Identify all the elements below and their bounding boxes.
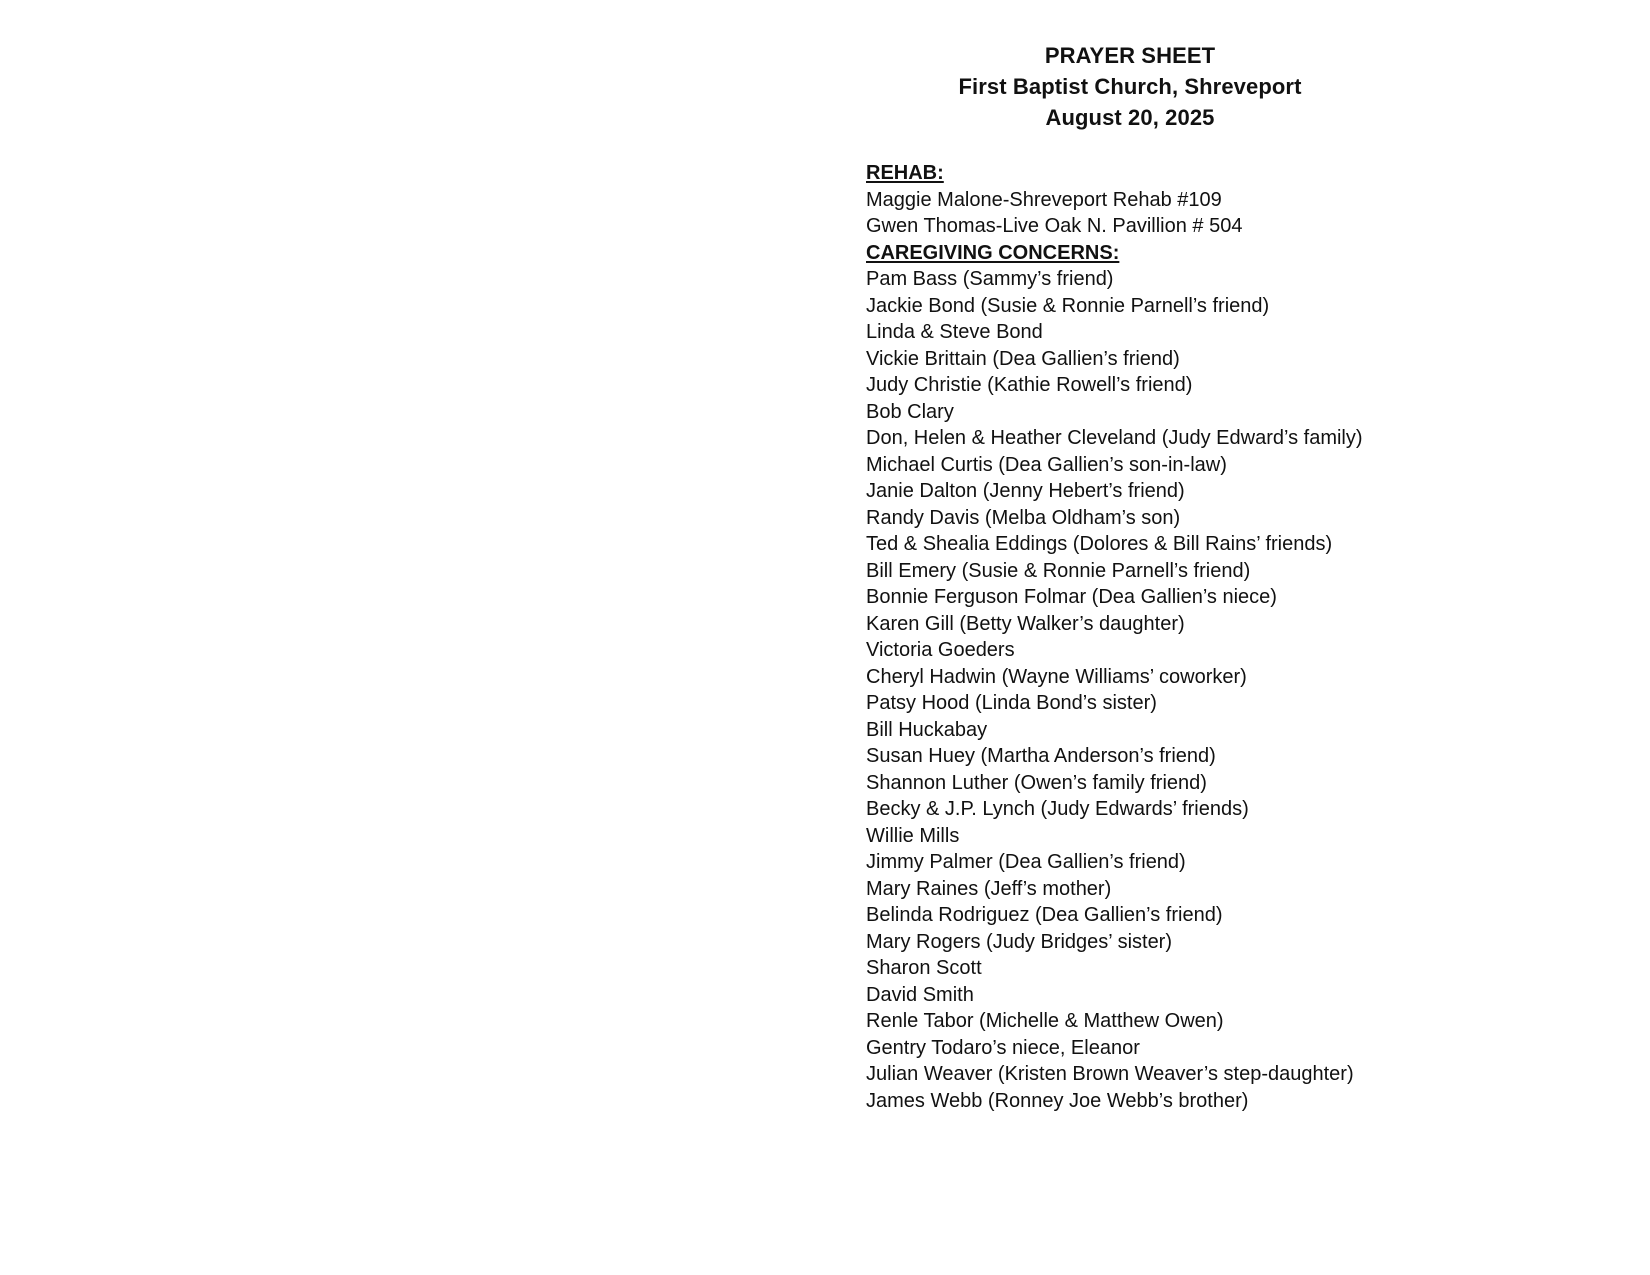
list-item: Maggie Malone-Shreveport Rehab #109 <box>866 188 1222 211</box>
list-item: James Webb (Ronney Joe Webb’s brother) <box>866 1089 1249 1112</box>
rehab-heading: REHAB: <box>866 162 944 184</box>
prayer-sheet-header <box>890 40 1370 133</box>
list-item: Willie Mills <box>866 824 960 847</box>
sheet-date: August 20, 2025 <box>1045 105 1215 130</box>
list-item: Jimmy Palmer (Dea Gallien’s friend) <box>866 851 1186 873</box>
list-item: Jackie Bond (Susie & Ronnie Parnell’s friend) <box>866 294 1270 317</box>
list-item: Linda & Steve Bond <box>866 321 1043 343</box>
list-item: Belinda Rodriguez (Dea Gallien’s friend) <box>866 904 1223 926</box>
list-item: Janie Dalton (Jenny Hebert’s friend) <box>866 480 1185 502</box>
list-item: Shannon Luther (Owen’s family friend) <box>866 771 1207 794</box>
list-item: Victoria Goeders <box>866 639 1015 661</box>
list-item: Pam Bass (Sammy’s friend) <box>866 268 1114 290</box>
list-item: Becky & J.P. Lynch (Judy Edwards’ friends) <box>866 798 1249 820</box>
list-item: Judy Christie (Kathie Rowell’s friend) <box>866 374 1193 396</box>
list-item: Bonnie Ferguson Folmar (Dea Gallien’s niece) <box>866 586 1277 608</box>
list-item: Don, Helen & Heather Cleveland (Judy Edward’s family) <box>866 427 1363 449</box>
list-item: Patsy Hood (Linda Bond’s sister) <box>866 692 1157 714</box>
page-title: PRAYER SHEET <box>1044 43 1216 68</box>
list-item: Karen Gill (Betty Walker’s daughter) <box>866 612 1185 635</box>
list-item: Gwen Thomas-Live Oak N. Pavillion # 504 <box>866 215 1243 237</box>
list-item: Bob Clary <box>866 400 954 423</box>
caregiving-list <box>866 266 1566 1114</box>
list-item: Randy Davis (Melba Oldham’s son) <box>866 506 1181 529</box>
list-item: Gentry Todaro’s niece, Eleanor <box>866 1036 1140 1059</box>
list-item: Vickie Brittain (Dea Gallien’s friend) <box>866 347 1180 370</box>
list-item: Sharon Scott <box>866 957 982 979</box>
list-item: Ted & Shealia Eddings (Dolores & Bill Rains’ friends) <box>866 533 1333 555</box>
list-item: Susan Huey (Martha Anderson’s friend) <box>866 745 1216 767</box>
list-item: David Smith <box>866 983 974 1006</box>
list-item: Julian Weaver (Kristen Brown Weaver’s step-daughter) <box>866 1063 1354 1085</box>
list-item: Mary Raines (Jeff’s mother) <box>866 877 1112 900</box>
prayer-list <box>866 160 1566 1114</box>
rehab-list <box>866 187 1566 240</box>
list-item: Mary Rogers (Judy Bridges’ sister) <box>866 930 1173 953</box>
list-item: Renle Tabor (Michelle & Matthew Owen) <box>866 1010 1224 1032</box>
caregiving-heading: CAREGIVING CONCERNS: <box>866 241 1120 264</box>
church-name: First Baptist Church, Shreveport <box>958 74 1302 99</box>
list-item: Michael Curtis (Dea Gallien’s son-in-law) <box>866 453 1227 476</box>
list-item: Bill Emery (Susie & Ronnie Parnell’s friend) <box>866 559 1251 582</box>
list-item: Cheryl Hadwin (Wayne Williams’ coworker) <box>866 665 1247 688</box>
list-item: Bill Huckabay <box>866 718 988 741</box>
